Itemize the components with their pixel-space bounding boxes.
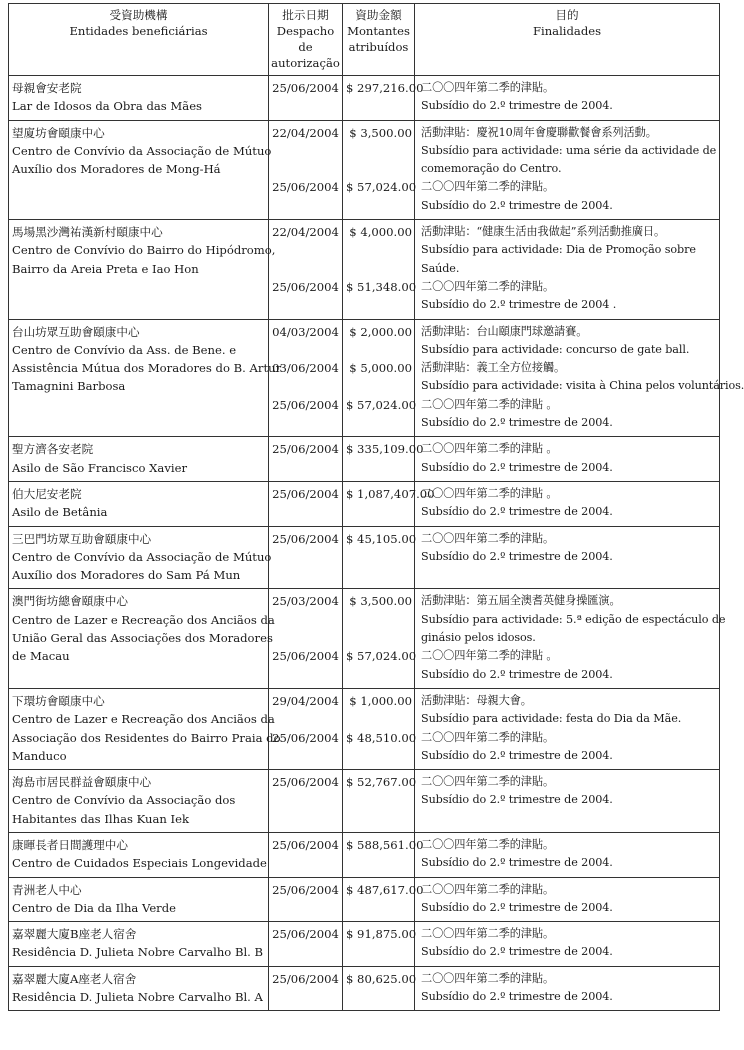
date-cell: [269, 76, 343, 121]
table-row: [9, 319, 720, 437]
purpose-line: Subsídio do 2.º trimestre de 2004.: [421, 900, 613, 914]
purpose-line: Subsídio do 2.º trimestre de 2004.: [421, 748, 613, 762]
purpose-line: Subsídio do 2.º trimestre de 2004 .: [421, 298, 617, 312]
entity-line: 母親會安老院: [12, 81, 82, 95]
header-amount-zh: 資助金額: [355, 8, 402, 22]
date-line: [272, 854, 339, 872]
amount-line: $ 51,348.00: [346, 279, 417, 294]
purpose-line: 二〇〇四年第二季的津貼。: [421, 882, 555, 896]
table-row: [9, 770, 720, 833]
entity-line: Centro de Dia da Ilha Verde: [12, 900, 176, 915]
purpose-cell: [415, 120, 720, 219]
amount-line: [346, 260, 412, 278]
amount-line: [346, 810, 412, 828]
header-amount-pt-2: atribuídos: [348, 40, 409, 54]
amount-cell: [343, 688, 415, 769]
amount-line: [346, 341, 412, 359]
date-line: [272, 260, 339, 278]
date-line: [272, 197, 339, 215]
purpose-line: 二〇〇四年第二季的津貼。: [421, 730, 555, 744]
amount-line: [346, 377, 412, 395]
date-cell: [269, 966, 343, 1011]
entity-line: Centro de Lazer e Recreação dos Anciãos da: [12, 712, 275, 727]
entity-line: 馬場黑沙灣祐漢新村頤康中心: [12, 225, 163, 240]
date-line: [272, 160, 339, 178]
amount-cell: [343, 877, 424, 922]
amount-line: [346, 854, 412, 872]
amount-cell: [343, 770, 415, 833]
date-cell: [269, 922, 343, 967]
purpose-line: Subsídio do 2.º trimestre de 2004.: [421, 856, 613, 870]
purpose-line: Subsídio para actividade: 5.ª edição de espectáculo de: [421, 612, 726, 626]
purpose-line: Subsídio do 2.º trimestre de 2004.: [421, 945, 613, 959]
table-row: [9, 120, 720, 219]
date-line: 25/06/2004: [272, 730, 339, 745]
header-entities: [9, 4, 269, 76]
date-line: 25/06/2004: [272, 649, 339, 664]
amount-line: $ 48,510.00: [346, 730, 417, 745]
header-amount: [343, 4, 415, 76]
date-line: 29/04/2004: [272, 693, 339, 708]
purpose-cell: [415, 922, 720, 967]
entity-line: Habitantes das Ilhas Kuan Iek: [12, 811, 190, 826]
purpose-line: 二〇〇四年第二季的津貼。: [421, 775, 555, 789]
purpose-line: Subsídio do 2.º trimestre de 2004.: [421, 505, 613, 519]
table-row: [9, 526, 720, 589]
date-line: [272, 899, 339, 917]
amount-line: $ 80,625.00: [346, 971, 417, 986]
purpose-cell: [415, 319, 744, 437]
entity-line: União Geral das Associações dos Moradores: [12, 631, 273, 646]
entity-line: [12, 396, 265, 414]
amount-line: [346, 747, 412, 765]
purpose-line: [421, 566, 716, 584]
date-cell: [269, 319, 343, 437]
entity-line: Manduco: [12, 748, 67, 763]
date-line: [272, 810, 339, 828]
purpose-cell: [415, 220, 720, 319]
entity-line: Centro de Cuidados Especiais Longevidade: [12, 856, 267, 871]
entity-cell: [9, 319, 282, 437]
purpose-cell: [415, 437, 720, 482]
entity-line: [12, 666, 265, 684]
amount-line: $ 5,000.00: [349, 361, 412, 376]
entity-line: 青洲老人中心: [12, 882, 82, 897]
amount-line: $ 3,500.00: [349, 125, 412, 140]
amount-line: $ 57,024.00: [346, 649, 417, 664]
entity-line: Asilo de São Francisco Xavier: [12, 460, 187, 475]
header-date: [269, 4, 343, 76]
entity-line: [12, 296, 265, 314]
table-row: [9, 877, 720, 922]
purpose-line: Subsídio para actividade: Dia de Promoção sobre: [421, 243, 696, 257]
purpose-cell: [415, 589, 726, 688]
amount-line: [346, 503, 412, 521]
entity-cell: [9, 481, 269, 526]
amount-line: [346, 791, 412, 809]
amount-line: [346, 710, 412, 728]
date-line: [272, 548, 339, 566]
date-line: [272, 791, 339, 809]
purpose-cell: [415, 770, 720, 833]
header-entities-zh: 受資助機構: [109, 8, 168, 22]
entity-line: 望廈坊會頤康中心: [12, 125, 105, 140]
date-line: 25/06/2004: [272, 882, 339, 897]
entity-line: Bairro da Areia Preta e Iao Hon: [12, 261, 199, 276]
entity-line: 海島市居民群益會頤康中心: [12, 775, 152, 790]
purpose-line: Subsídio do 2.º trimestre de 2004.: [421, 416, 613, 430]
purpose-line: Subsídio do 2.º trimestre de 2004.: [421, 549, 613, 563]
date-line: 25/06/2004: [272, 971, 339, 986]
purpose-line: 活動津貼：慶祝10周年會慶聯歡餐會系列活動。: [421, 125, 657, 139]
purpose-line: ginásio pelos idosos.: [421, 631, 536, 645]
amount-line: $ 45,105.00: [346, 531, 417, 546]
date-line: 25/06/2004: [272, 397, 339, 412]
entity-line: Centro de Convívio da Ass. de Bene. e: [12, 342, 237, 357]
amount-line: [346, 611, 412, 629]
amount-cell: [343, 922, 415, 967]
purpose-cell: [415, 481, 720, 526]
purpose-line: 二〇〇四年第二季的津貼。: [421, 971, 555, 985]
table-row: [9, 922, 720, 967]
purpose-line: 二〇〇四年第二季的津貼 。: [421, 397, 558, 411]
purpose-line: Subsídio do 2.º trimestre de 2004.: [421, 198, 613, 212]
entity-cell: [9, 832, 269, 877]
date-line: 22/04/2004: [272, 125, 339, 140]
header-purpose-pt: Finalidades: [532, 24, 602, 38]
purpose-cell: [415, 832, 720, 877]
purpose-line: 活動津貼：“健康生活由我做起”系列活動推廣日。: [421, 225, 666, 239]
entity-cell: [9, 526, 272, 589]
date-line: [272, 503, 339, 521]
amount-line: [346, 142, 412, 160]
entity-line: Residência D. Julieta Nobre Carvalho Bl. A: [12, 990, 263, 1005]
date-cell: [269, 877, 343, 922]
table-row: [9, 589, 720, 688]
date-line: [272, 142, 339, 160]
entity-cell: [9, 437, 269, 482]
table-row: [9, 688, 720, 769]
purpose-line: 二〇〇四年第二季的津貼。: [421, 279, 555, 293]
purpose-line: Subsídio do 2.º trimestre de 2004.: [421, 99, 613, 113]
date-line: 25/06/2004: [272, 927, 339, 942]
date-line: [272, 414, 339, 432]
entity-cell: [9, 877, 269, 922]
purpose-line: 活動津貼：義工全方位接觸。: [421, 361, 566, 375]
date-line: 04/03/2004: [272, 324, 339, 339]
amount-cell: [343, 589, 415, 688]
purpose-cell: [415, 76, 720, 121]
date-line: [272, 710, 339, 728]
purpose-line: Saúde.: [421, 261, 460, 275]
date-line: 25/06/2004: [272, 442, 339, 457]
entity-line: 台山坊眾互助會頤康中心: [12, 324, 140, 339]
amount-line: [346, 943, 412, 961]
amount-line: [346, 241, 412, 259]
amount-cell: [343, 832, 424, 877]
amount-line: [346, 548, 412, 566]
amount-line: $ 487,617.00: [346, 882, 424, 897]
amount-line: $ 2,000.00: [349, 324, 412, 339]
date-cell: [269, 526, 343, 589]
table-row: [9, 966, 720, 1011]
amount-line: $ 57,024.00: [346, 397, 417, 412]
entity-line: [12, 178, 265, 196]
date-line: [272, 296, 339, 314]
purpose-line: 二〇〇四年第二季的津貼 。: [421, 442, 558, 456]
entity-cell: [9, 589, 275, 688]
date-line: [272, 459, 339, 477]
header-date-pt-1: Despacho de: [276, 24, 335, 54]
amount-cell: [343, 481, 435, 526]
purpose-line: 二〇〇四年第二季的津貼 。: [421, 486, 558, 500]
entity-line: Auxílio dos Moradores de Mong-Há: [12, 162, 221, 177]
entity-line: Tamagnini Barbosa: [12, 379, 126, 394]
date-cell: [269, 589, 343, 688]
date-line: [272, 611, 339, 629]
purpose-line: 活動津貼：第五屆全澳耆英健身操匯演。: [421, 594, 621, 608]
purpose-line: Subsídio do 2.º trimestre de 2004.: [421, 990, 613, 1004]
entity-line: [12, 197, 265, 215]
purpose-line: Subsídio do 2.º trimestre de 2004.: [421, 793, 613, 807]
date-line: 25/06/2004: [272, 531, 339, 546]
date-line: [272, 988, 339, 1006]
subsidy-table: [8, 3, 744, 1011]
amount-cell: [343, 437, 424, 482]
entity-line: Centro de Convívio da Associação dos: [12, 793, 236, 808]
date-line: 25/06/2004: [272, 180, 339, 195]
date-cell: [269, 437, 343, 482]
amount-line: [346, 988, 412, 1006]
table-row: [9, 76, 720, 121]
amount-line: $ 3,500.00: [349, 594, 412, 609]
date-line: [272, 566, 339, 584]
date-line: 25/06/2004: [272, 486, 339, 501]
date-line: 25/06/2004: [272, 81, 339, 95]
header-date-pt-2: autorização: [271, 56, 340, 70]
header-purpose-zh: 目的: [555, 8, 579, 22]
entity-line: 嘉翠麗大廈B座老人宿舍: [12, 927, 137, 942]
entity-line: de Macau: [12, 649, 70, 664]
purpose-line: 活動津貼：台山頤康門球邀請賽。: [421, 324, 588, 338]
amount-line: $ 588,561.00: [346, 837, 424, 852]
purpose-line: 二〇〇四年第二季的津貼 。: [421, 649, 558, 663]
table-row: [9, 832, 720, 877]
amount-line: [346, 97, 412, 115]
purpose-line: [421, 810, 716, 828]
amount-line: $ 335,109.00: [346, 442, 424, 457]
purpose-line: 二〇〇四年第二季的津貼。: [421, 837, 555, 851]
amount-line: $ 4,000.00: [349, 225, 412, 240]
entity-line: Residência D. Julieta Nobre Carvalho Bl. B: [12, 945, 264, 960]
entity-line: Centro de Convívio da Associação de Mútuo: [12, 143, 272, 158]
date-line: 03/06/2004: [272, 361, 339, 376]
date-line: [272, 377, 339, 395]
header-date-zh: 批示日期: [282, 8, 329, 22]
amount-line: [346, 666, 412, 684]
date-cell: [269, 120, 343, 219]
amount-line: [346, 899, 412, 917]
entity-line: 下環坊會頤康中心: [12, 693, 105, 708]
amount-line: [346, 459, 412, 477]
entity-cell: [9, 76, 269, 121]
amount-cell: [343, 966, 415, 1011]
entity-line: 澳門街坊總會頤康中心: [12, 594, 128, 609]
entity-line: [12, 414, 265, 432]
date-line: [272, 629, 339, 647]
purpose-line: 二〇〇四年第二季的津貼。: [421, 180, 555, 194]
amount-line: [346, 160, 412, 178]
amount-line: [346, 566, 412, 584]
entity-line: Lar de Idosos da Obra das Mães: [12, 99, 203, 114]
amount-cell: [343, 120, 415, 219]
purpose-line: Subsídio do 2.º trimestre de 2004.: [421, 667, 613, 681]
amount-line: [346, 197, 412, 215]
entity-line: Centro de Convívio do Bairro do Hipódromo,: [12, 243, 276, 258]
purpose-line: 活動津貼：母親大會。: [421, 693, 532, 707]
purpose-line: 二〇〇四年第二季的津貼。: [421, 927, 555, 941]
amount-line: $ 297,216.00: [346, 81, 424, 95]
purpose-line: Subsídio do 2.º trimestre de 2004.: [421, 460, 613, 474]
purpose-cell: [415, 877, 720, 922]
table-body: [9, 76, 744, 1011]
amount-line: [346, 414, 412, 432]
date-line: [272, 666, 339, 684]
entity-line: 嘉翠麗大廈A座老人宿舍: [12, 971, 137, 986]
amount-line: $ 52,767.00: [346, 775, 417, 790]
table-header: [9, 4, 720, 76]
header-entities-pt: Entidades beneficiárias: [69, 24, 208, 38]
entity-line: 聖方濟各安老院: [12, 442, 94, 457]
entity-line: Assistência Mútua dos Moradores do B. Artur: [12, 361, 282, 376]
amount-line: [346, 296, 412, 314]
amount-line: $ 91,875.00: [346, 927, 417, 942]
date-cell: [269, 770, 343, 833]
purpose-cell: [415, 526, 720, 589]
purpose-line: 二〇〇四年第二季的津貼。: [421, 81, 555, 94]
entity-cell: [9, 688, 281, 769]
amount-cell: [343, 526, 415, 589]
date-line: 22/04/2004: [272, 225, 339, 240]
entity-cell: [9, 120, 272, 219]
amount-cell: [343, 319, 415, 437]
purpose-line: comemoração do Centro.: [421, 162, 562, 176]
purpose-cell: [415, 688, 720, 769]
amount-line: [346, 629, 412, 647]
entity-line: [12, 278, 265, 296]
entity-cell: [9, 922, 269, 967]
table-row: [9, 481, 720, 526]
date-line: [272, 747, 339, 765]
amount-line: $ 57,024.00: [346, 180, 417, 195]
entity-line: Centro de Convívio da Associação de Mútuo: [12, 549, 272, 564]
purpose-line: Subsídio para actividade: concurso de gate ball.: [421, 342, 690, 356]
date-line: [272, 97, 339, 115]
date-line: 25/06/2004: [272, 279, 339, 294]
entity-cell: [9, 966, 269, 1011]
entity-cell: [9, 770, 269, 833]
date-cell: [269, 220, 343, 319]
date-line: 25/06/2004: [272, 837, 339, 852]
header-amount-pt-1: Montantes: [347, 24, 410, 38]
date-cell: [269, 832, 343, 877]
entity-line: 康暉長者日間護理中心: [12, 837, 128, 852]
amount-line: $ 1,000.00: [349, 693, 412, 708]
amount-cell: [343, 220, 415, 319]
amount-line: $ 1,087,407.00: [346, 486, 435, 501]
header-purpose: [415, 4, 720, 76]
purpose-line: Subsídio para actividade: uma série da actividade de: [421, 143, 717, 157]
entity-line: 伯大尼安老院: [12, 486, 82, 501]
entity-line: Associação dos Residentes do Bairro Praia do: [12, 730, 281, 745]
table-row: [9, 220, 720, 319]
entity-line: Centro de Lazer e Recreação dos Anciãos da: [12, 612, 275, 627]
entity-line: Asilo de Betânia: [12, 505, 108, 520]
purpose-cell: [415, 966, 720, 1011]
date-line: 25/06/2004: [272, 775, 339, 790]
date-cell: [269, 688, 343, 769]
date-line: [272, 943, 339, 961]
entity-cell: [9, 220, 276, 319]
date-line: 25/03/2004: [272, 594, 339, 609]
purpose-line: 二〇〇四年第二季的津貼。: [421, 531, 555, 545]
entity-line: 三巴門坊眾互助會頤康中心: [12, 531, 152, 546]
table-row: [9, 437, 720, 482]
date-cell: [269, 481, 343, 526]
purpose-line: Subsídio para actividade: festa do Dia da Mãe.: [421, 712, 682, 726]
date-line: [272, 241, 339, 259]
amount-cell: [343, 76, 424, 121]
entity-line: Auxílio dos Moradores do Sam Pá Mun: [12, 568, 241, 583]
date-line: [272, 341, 339, 359]
purpose-line: Subsídio para actividade: visita à China pelos voluntários.: [421, 379, 744, 393]
